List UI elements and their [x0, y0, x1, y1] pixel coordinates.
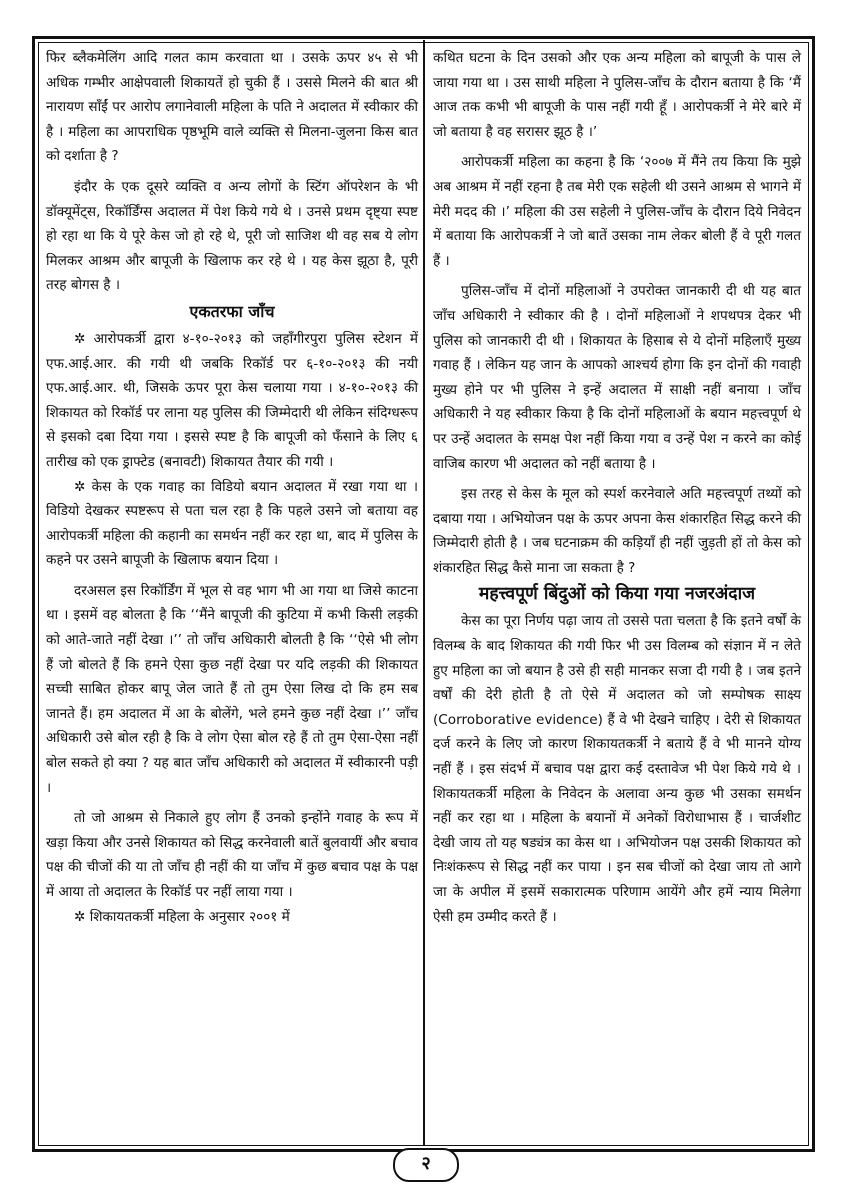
right-column [433, 46, 801, 929]
right-paragraph-3: पुलिस-जाँच में दोनों महिलाओं ने उपरोक्त जानकारी दी थी यह बात जाँच अधिकारी ने स्वीकार की है । दोनों महिलाओं ने शपथपत्र देकर भी पुलिस को जानकारी दी थी । शिकायत के हिसाब से ये दोनों महिलाएँ मुख्य गवाह हैं । लेकिन यह जान के आपको आश्चर्य होगा कि इन दोनों की गवाही मुख्य होने पर भी पुलिस ने इन्हें अदालत में साक्षी नहीं बनाया । जाँच अधिकारी ने यह स्वीकार किया है कि दोनों महिलाओं के बयान महत्त्वपूर्ण थे पर उन्हें अदालत के समक्ष पेश नहीं किया गया व उन्हें पेश न करने का कोई वाजिब कारण भी अदालत को नहीं बताया है । [433, 283, 801, 472]
left-paragraph-7: ✲ शिकायतकर्त्री महिला के अनुसार २००१ में [74, 908, 290, 925]
left-paragraph-3: ✲ आरोपकर्त्री द्वारा ४-१०-२०१३ को जहाँगीरपुरा पुलिस स्टेशन में एफ.आई.आर. की गयी थी जबकि रिकॉर्ड पर ६-१०-२०१३ की नयी एफ.आई.आर. थी, जिसके ऊपर पूरा केस चलाया गया । ४-१०-२०१३ की शिकायत को रिकॉर्ड पर लाना यह पुलिस की जिम्मेदारी थी लेकिन संदिग्धरूप से इसको दबा दिया गया । इससे स्पष्ट है कि बापूजी को फँसाने के लिए ६ तारीख को एक ड्राफ्टेड (बनावटी) शिकायत तैयार की गयी । [46, 330, 418, 470]
column-divider [423, 40, 425, 1146]
right-paragraph-1: कथित घटना के दिन उसको और एक अन्य महिला को बापूजी के पास ले जाया गया था । उस साथी महिला ने पुलिस-जाँच के दौरान बताया है कि ‘मैं आज तक कभी भी बापूजी के पास नहीं गयी हूँ । आरोपकर्त्री ने मेरे बारे में जो बताया है वह सरासर झूठ है ।’ [433, 50, 801, 140]
section-heading-ignored-points: महत्त्वपूर्ण बिंदुओं को किया गया नजरअंदाज [478, 584, 756, 605]
right-paragraph-5: केस का पूरा निर्णय पढ़ा जाय तो उससे पता चलता है कि इतने वर्षों के विलम्ब के बाद शिकायत की गयी फिर भी उस विलम्ब को संज्ञान में न लेते हुए महिला का जो बयान है उसे ही सही मानकर सजा दी गयी है । जब इतने वर्षों की देरी होती है तो ऐसे में अदालत को जो सम्पोषक साक्ष्य (Corroborative evidence) हैं वे भी देखने चाहिए । देरी से शिकायत दर्ज करने के लिए जो कारण शिकायतकर्त्री ने बताये हैं वे भी मानने योग्य नहीं हैं । इस संदर्भ में बचाव पक्ष द्वारा कई दस्तावेज भी पेश किये गये थे । शिकायतकर्त्री महिला के निवेदन के अलावा अन्य कुछ भी उसका समर्थन नहीं कर रहा था । महिला के बयानों में अनेकों विरोधाभास हैं । चार्जशीट देखी जाय तो यह षड्यंत्र का केस था । अभियोजन पक्ष उसकी शिकायत को निःशंकरूप से सिद्ध नहीं कर पाया । इन सब चीजों को देखा जाय तो आगे जा के अपील में इसमें सकारात्मक परिणाम आयेंगे और हमें न्याय मिलेगा ऐसी हम उम्मीद करते हैं । [433, 613, 801, 925]
left-paragraph-2: इंदौर के एक दूसरे व्यक्ति व अन्य लोगों के स्टिंग ऑपरेशन के भी डॉक्यूमेंट्स, रिकॉर्डिंग्स अदालत में पेश किये गये थे । उनसे प्रथम दृष्ट्या स्पष्ट हो रहा था कि ये पूरे केस जो हो रहे थे, पूरी जो साजिश थी वह सब ये लोग मिलकर आश्रम और बापूजी के खिलाफ कर रहे थे । यह केस झूठा है, पूरी तरह बोगस है । [46, 178, 418, 294]
left-paragraph-5: दरअसल इस रिकॉर्डिंग में भूल से वह भाग भी आ गया था जिसे काटना था । इसमें वह बोलता है कि ‘‘मैंने बापूजी की कुटिया में कभी किसी लड़की को आते-जाते नहीं देखा ।’’ तो जाँच अधिकारी बोलती है कि ‘‘ऐसे भी लोग हैं जो बोलते हैं कि हमने ऐसा कुछ नहीं देखा पर यदि लड़की की शिकायत सच्ची साबित होकर बापू जेल जाते हैं तो तुम ऐसा लिख दो कि हम सब जानते हैं। हम अदालत में आ के बोलेंगे, भले हमने कुछ नहीं देखा ।’’ जाँच अधिकारी उसे बोल रही है कि वे लोग ऐसा बोल रहे हैं तो तुम ऐसा-ऐसा नहीं बोल सकते हो क्या ? यह बात जाँच अधिकारी को अदालत में स्वीकारनी पड़ी । [46, 582, 418, 796]
right-paragraph-4: इस तरह से केस के मूल को स्पर्श करनेवाले अति महत्त्वपूर्ण तथ्यों को दबाया गया । अभियोजन पक्ष के ऊपर अपना केस शंकारहित सिद्ध करने की जिम्मेदारी होती है । जब घटनाक्रम की कड़ियाँ ही नहीं जुड़ती हों तो केस को शंकारहित सिद्ध कैसे माना जा सकता है ? [433, 486, 801, 576]
section-heading-one-sided-investigation: एकतरफा जाँच [189, 301, 275, 321]
right-paragraph-2: आरोपकर्त्री महिला का कहना है कि ‘२००७ में मैंने तय किया कि मुझे अब आश्रम में नहीं रहना है तब मेरी एक सहेली थी उसने आश्रम से भागने में मेरी मदद की ।’ महिला की उस सहेली ने पुलिस-जाँच के दौरान दिये निवेदन में बताया कि आरोपकर्त्री ने जो बातें उसका नाम लेकर बोली हैं वे पूरी गलत हैं । [433, 154, 801, 269]
left-paragraph-6: तो जो आश्रम से निकाले हुए लोग हैं उनको इन्होंने गवाह के रूप में खड़ा किया और उनसे शिकायत को सिद्ध करनेवाली बातें बुलवायीं और बचाव पक्ष की चीजों की या तो जाँच ही नहीं की या जाँच में कुछ बचाव पक्ष के पक्ष में आया तो अदालत के रिकॉर्ड पर नहीं लाया गया । [46, 810, 418, 900]
left-paragraph-4: ✲ केस के एक गवाह का विडियो बयान अदालत में रखा गया था । विडियो देखकर स्पष्टरूप से पता चल रहा है कि पहले उसने जो बताया वह आरोपकर्त्री महिला की कहानी का समर्थन नहीं कर रहा था, बाद में पुलिस के कहने पर उसने बापूजी के खिलाफ बयान दिया । [46, 478, 418, 569]
left-paragraph-1: फिर ब्लैकमेलिंग आदि गलत काम करवाता था । उसके ऊपर ४५ से भी अधिक गम्भीर आक्षेपवाली शिकायतें हो चुकी हैं । उससे मिलने की बात श्री नारायण साँईं पर आरोप लगानेवाली महिला के पति ने अदालत में स्वीकार की है । महिला का आपराधिक पृष्ठभूमि वाले व्यक्ति से मिलना-जुलना किस बात को दर्शाता है ? [46, 50, 418, 165]
left-column [46, 46, 418, 929]
page-number: २ [393, 1148, 459, 1182]
